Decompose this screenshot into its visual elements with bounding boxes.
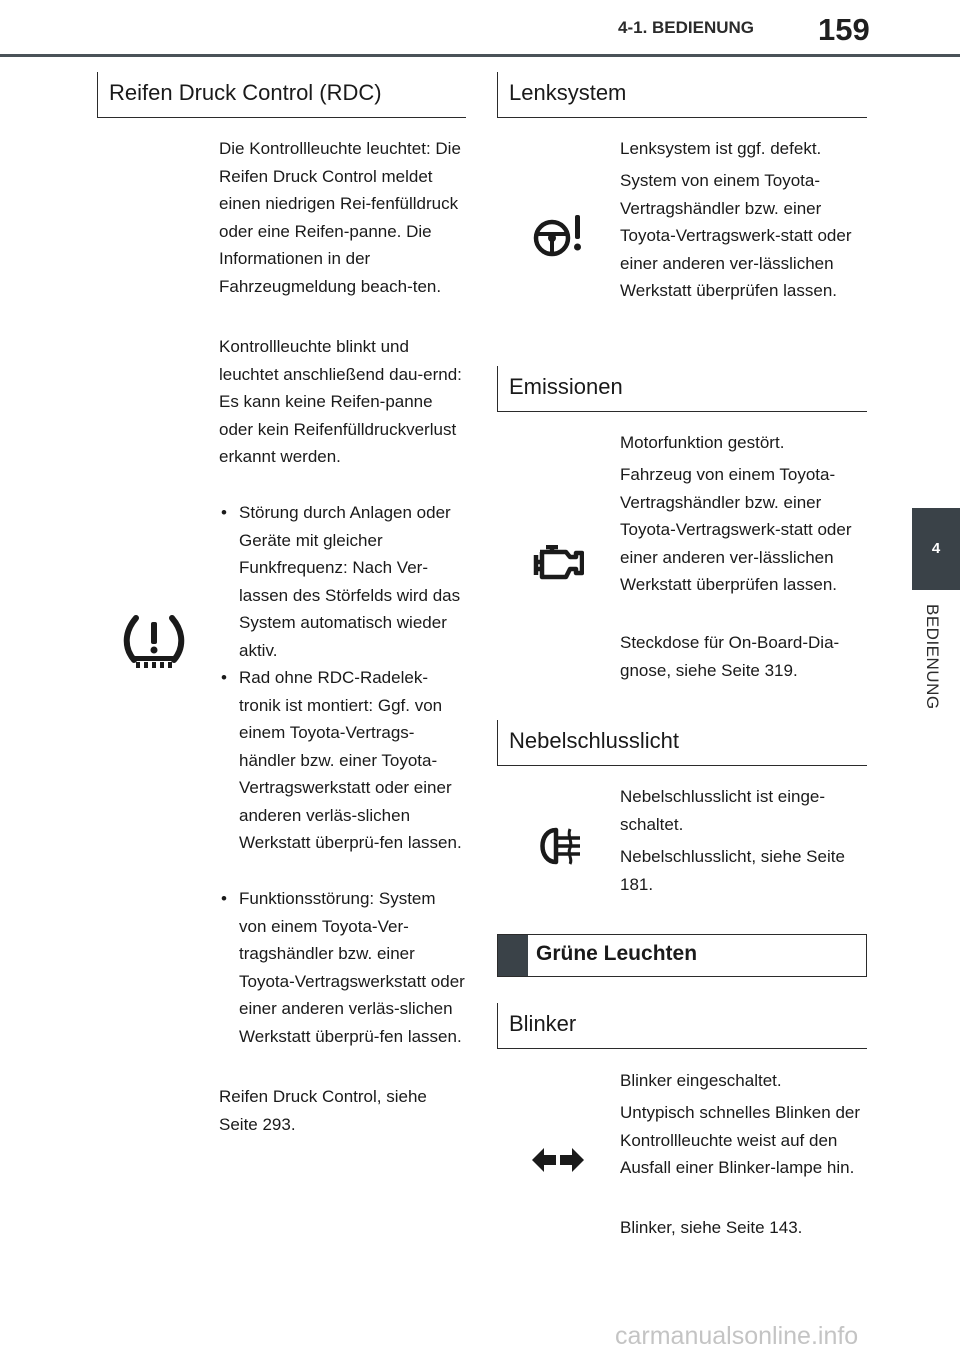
tire-pressure-warning-icon <box>122 614 186 670</box>
rdc-paragraph-2: Kontrollleuchte blinkt und leuchtet anschließend dau-ernd: Es kann keine Reifen-panne oder kein Reifenfülldruckverlust erkannt werden. <box>219 337 462 466</box>
section-heading-lenksystem <box>497 72 867 118</box>
section-heading-lenksystem-text: Lenksystem <box>509 80 627 105</box>
section-heading-rdc-text: Reifen Druck Control (RDC) <box>109 80 382 105</box>
engine-check-icon <box>532 545 584 581</box>
section-heading-blinker <box>497 1003 867 1049</box>
emissionen-paragraph-1: Motorfunktion gestört. <box>620 433 785 452</box>
rdc-paragraph-1: Die Kontrollleuchte leuchtet: Die Reifen Druck Control meldet einen niedrigen Rei-fenfülldruck oder eine Reifen-panne. Die Informationen in der Fahrzeugmeldung beach-ten. <box>219 139 461 296</box>
section-heading-nebelschlusslicht <box>497 720 867 766</box>
section-heading-blinker-text: Blinker <box>509 1011 577 1036</box>
heading-block-marker <box>498 935 528 976</box>
lenksystem-paragraph-2: System von einem Toyota-Vertragshändler bzw. einer Toyota-Vertragswerk-statt oder einer anderen ver-lässlichen Werkstatt überprüfen lassen. <box>620 171 852 300</box>
section-heading-gruene-leuchten <box>497 934 867 977</box>
emissionen-paragraph-2: Fahrzeug von einem Toyota-Vertragshändler bzw. einer Toyota-Vertragswerk-statt oder einer anderen ver-lässlichen Werkstatt überprüfen lassen. <box>620 465 852 594</box>
rdc-bullet-3: • Funktionsstörung: System von einem Toyota-Ver-tragshändler bzw. einer Toyota-Vertragswerkstatt oder einer anderen verläs-slichen Werkstatt überprü-fen lassen. <box>219 885 465 1050</box>
blinker-paragraph-3: Blinker, siehe Seite 143. <box>620 1218 803 1237</box>
rear-fog-light-icon <box>534 826 584 866</box>
section-heading-rdc <box>97 72 466 118</box>
steering-warning-icon <box>532 212 586 258</box>
section-heading-gruene-leuchten-text: Grüne Leuchten <box>536 942 698 965</box>
section-title: 4-1. BEDIENUNG <box>618 18 755 37</box>
chapter-tab: 4 <box>912 508 960 590</box>
section-heading-emissionen <box>497 366 867 412</box>
emissionen-paragraph-3: Steckdose für On-Board-Dia-gnose, siehe Seite 319. <box>620 633 840 680</box>
rdc-paragraph-3: Reifen Druck Control, siehe Seite 293. <box>219 1087 427 1134</box>
page-number: 159 <box>818 12 870 47</box>
nebelschlusslicht-paragraph-1: Nebelschlusslicht ist einge-schaltet. <box>620 787 826 834</box>
blinker-paragraph-1: Blinker eingeschaltet. <box>620 1071 782 1090</box>
nebelschlusslicht-paragraph-2: Nebelschlusslicht, siehe Seite 181. <box>620 847 845 894</box>
section-heading-nebelschlusslicht-text: Nebelschlusslicht <box>509 728 679 753</box>
rdc-bullet-1: • Störung durch Anlagen oder Geräte mit gleicher Funkfrequenz: Nach Ver-lassen des Störfelds wird das System automatisch wieder aktiv. <box>219 499 465 664</box>
chapter-label: BEDIENUNG <box>923 604 942 710</box>
rdc-bullet-2: • Rad ohne RDC-Radelek-tronik ist montiert: Ggf. von einem Toyota-Vertrags-händler bzw. einer Toyota-Vertragswerkstatt oder einer anderen verläs-slichen Werkstatt überprü-fen lassen. <box>219 664 465 857</box>
header-divider <box>0 54 960 57</box>
turn-signal-icon <box>532 1145 584 1175</box>
section-heading-emissionen-text: Emissionen <box>509 374 623 399</box>
watermark: carmanualsonline.info <box>615 1322 859 1350</box>
lenksystem-paragraph-1: Lenksystem ist ggf. defekt. <box>620 139 822 158</box>
page-header <box>0 0 960 58</box>
blinker-paragraph-2: Untypisch schnelles Blinken der Kontrollleuchte weist auf den Ausfall einer Blinker-lampe hin. <box>620 1103 861 1177</box>
